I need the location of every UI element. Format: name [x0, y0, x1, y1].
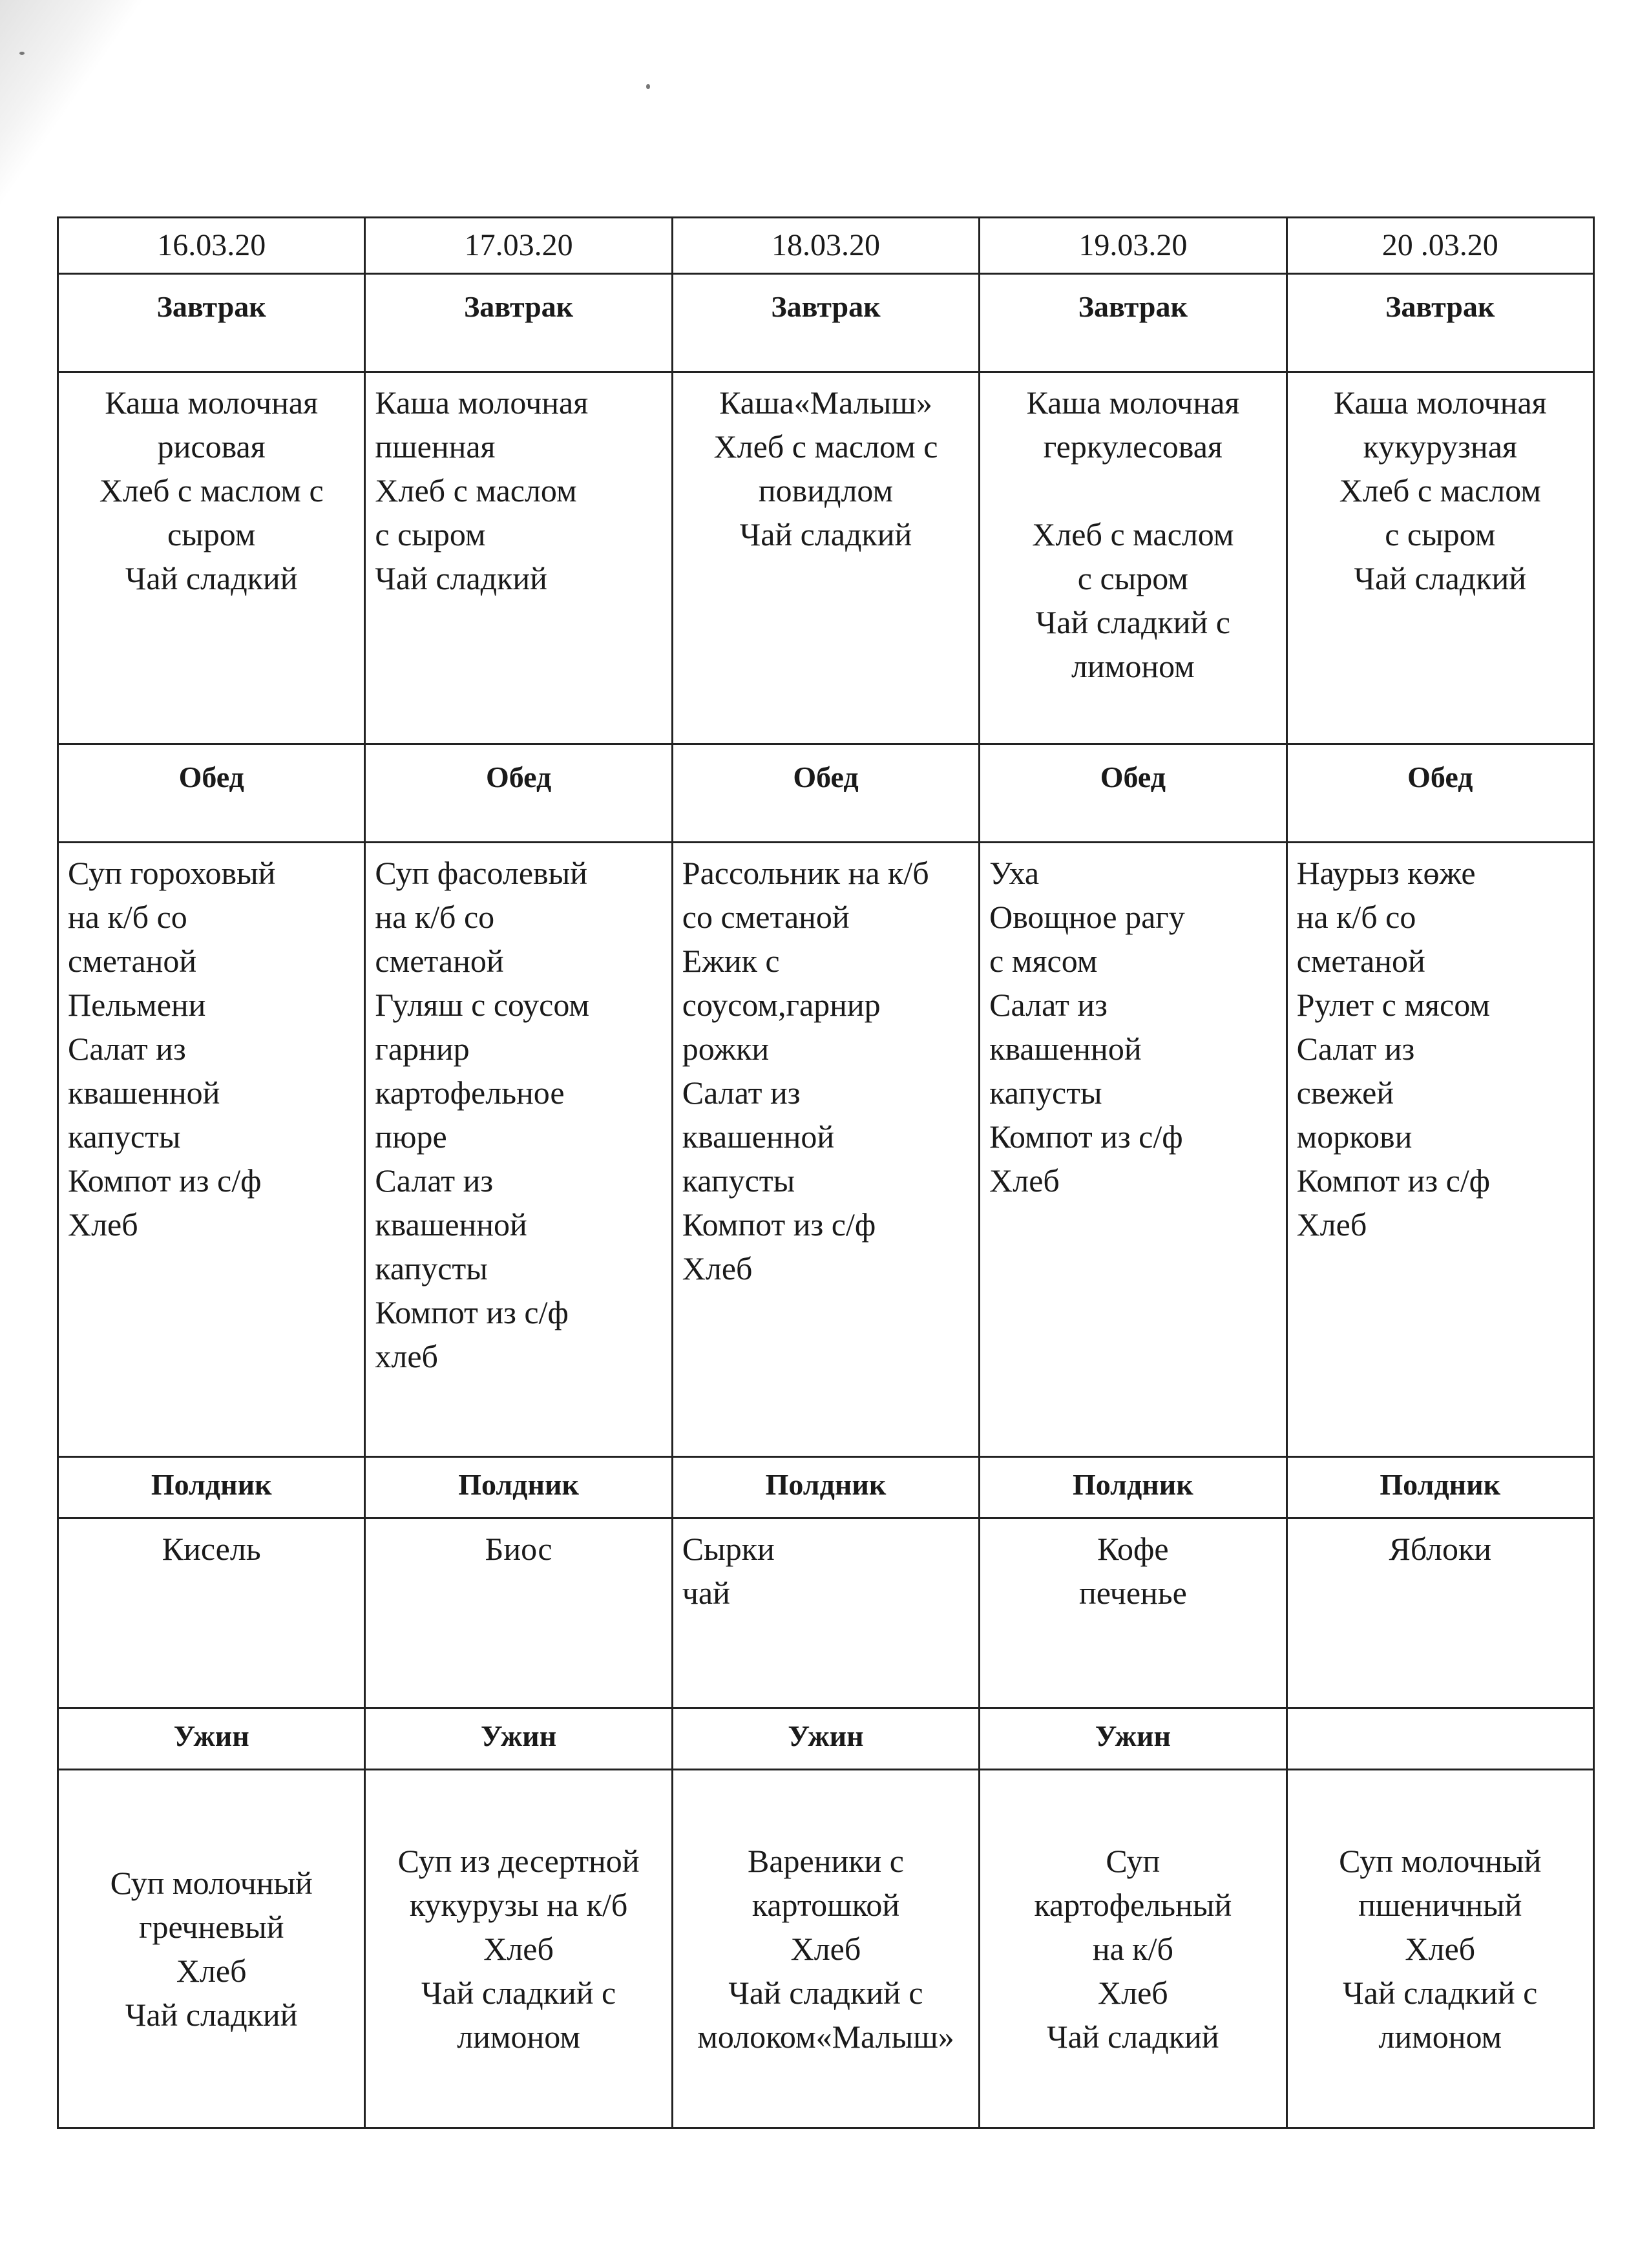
menu-item: квашенной [682, 1118, 835, 1155]
date-cell: 20 .03.20 [1287, 218, 1593, 274]
menu-item: моркови [1296, 1118, 1413, 1155]
menu-item: Кисель [162, 1531, 261, 1568]
menu-item: Каша«Малыш» [719, 384, 932, 421]
breakfast-menu-cell [672, 372, 979, 744]
menu-item: свежей [1296, 1074, 1394, 1111]
snack-header-cell: Полдник [365, 1457, 672, 1518]
breakfast-menu-row [58, 372, 1594, 744]
lunch-header-cell: Обед [980, 744, 1287, 842]
menu-item: Хлеб с маслом с [713, 428, 938, 465]
weekly-menu-table [57, 216, 1595, 2129]
menu-item: рисовая [157, 428, 266, 465]
menu-item: пюре [375, 1118, 447, 1155]
breakfast-header-row [58, 273, 1594, 372]
snack-menu-cell [58, 1518, 365, 1708]
breakfast-header-cell: Завтрак [980, 273, 1287, 372]
menu-item: Суп гороховый [68, 854, 276, 891]
snack-header-cell: Полдник [672, 1457, 979, 1518]
menu-item: Хлеб [1098, 1975, 1168, 2011]
dinner-header-cell: Ужин [58, 1708, 365, 1770]
menu-item: Чай сладкий [1047, 2019, 1219, 2055]
menu-item: Хлеб [68, 1206, 138, 1243]
menu-item: кукурузная [1363, 428, 1517, 465]
menu-item: Компот из с/ф [375, 1294, 569, 1330]
menu-item: Ежик с [682, 942, 780, 979]
snack-menu-cell [672, 1518, 979, 1708]
menu-item: Чай сладкий [125, 1997, 298, 2033]
menu-item: Хлеб [989, 1162, 1060, 1199]
menu-item: Хлеб [1296, 1206, 1367, 1243]
menu-item: Каша молочная [105, 384, 319, 421]
menu-item: Компот из с/ф [68, 1162, 262, 1199]
menu-item: геркулесовая [1043, 428, 1223, 465]
menu-item: Рассольник на к/б [682, 854, 929, 891]
menu-item: Хлеб [790, 1931, 861, 1968]
dinner-menu-cell [58, 1770, 365, 2128]
menu-item: Салат из [989, 986, 1108, 1023]
menu-item: Салат из [682, 1074, 801, 1111]
menu-item: с сыром [1385, 516, 1496, 552]
breakfast-menu-cell [980, 372, 1287, 744]
menu-item: Хлеб [176, 1953, 247, 1990]
menu-item: картофельное [375, 1074, 565, 1111]
dinner-menu-cell [672, 1770, 979, 2128]
menu-item: молоком«Малыш» [697, 2019, 954, 2055]
menu-item: Уха [989, 854, 1040, 891]
menu-item: Салат из [375, 1162, 494, 1199]
snack-menu-row [58, 1518, 1594, 1708]
menu-item: Каша молочная [375, 384, 589, 421]
menu-item: капусты [68, 1118, 181, 1155]
lunch-menu-cell [672, 842, 979, 1456]
menu-item: Биос [485, 1531, 552, 1568]
date-row [58, 218, 1594, 274]
date-cell: 18.03.20 [672, 218, 979, 274]
menu-item: рожки [682, 1030, 770, 1067]
menu-item: гарнир [375, 1030, 470, 1067]
menu-item: со сметаной [682, 898, 850, 935]
menu-item: повидлом [758, 472, 894, 509]
date-cell: 16.03.20 [58, 218, 365, 274]
menu-item: Хлеб [1405, 1931, 1476, 1968]
menu-item: квашенной [375, 1206, 527, 1243]
dinner-header-cell [1287, 1708, 1593, 1770]
menu-item: Чай сладкий с [421, 1975, 616, 2011]
dinner-header-cell: Ужин [980, 1708, 1287, 1770]
lunch-header-cell: Обед [672, 744, 979, 842]
menu-item: квашенной [989, 1030, 1142, 1067]
snack-menu-cell [980, 1518, 1287, 1708]
menu-item: Суп из десертной [397, 1843, 640, 1880]
menu-item: Суп фасолевый [375, 854, 587, 891]
menu-item: Чай сладкий с [1343, 1975, 1538, 2011]
lunch-menu-cell [365, 842, 672, 1456]
snack-header-row [58, 1457, 1594, 1518]
menu-item: Гуляш с соусом [375, 986, 590, 1023]
menu-item: пшеничный [1358, 1887, 1522, 1924]
menu-item: капусты [375, 1250, 488, 1286]
menu-item: Каша молочная [1333, 384, 1547, 421]
menu-item: на к/б со [68, 898, 187, 935]
menu-item: кукурузы на к/б [409, 1887, 628, 1924]
menu-item: сметаной [68, 942, 197, 979]
dinner-header-cell: Ужин [672, 1708, 979, 1770]
menu-item: печенье [1078, 1575, 1187, 1612]
menu-item: капусты [989, 1074, 1102, 1111]
menu-item: сметаной [375, 942, 504, 979]
menu-item: Сырки [682, 1531, 775, 1568]
lunch-menu-cell [980, 842, 1287, 1456]
menu-item: Хлеб с маслом [1339, 472, 1541, 509]
lunch-menu-cell [1287, 842, 1593, 1456]
menu-item: Чай сладкий с [728, 1975, 923, 2011]
menu-item: Вареники с [747, 1843, 904, 1880]
menu-item: лимоном [457, 2019, 580, 2055]
menu-item: с мясом [989, 942, 1098, 979]
menu-item: Овощное рагу [989, 898, 1185, 935]
menu-item: Чай сладкий [375, 560, 547, 596]
scan-speck [19, 52, 25, 55]
dinner-menu-cell [365, 1770, 672, 2128]
menu-item: чай [682, 1575, 730, 1612]
breakfast-menu-cell [365, 372, 672, 744]
menu-item: пшенная [375, 428, 496, 465]
menu-item: Наурыз көже [1296, 854, 1476, 891]
menu-item: Чай сладкий [1354, 560, 1527, 596]
scan-shadow [0, 0, 194, 213]
snack-header-cell: Полдник [1287, 1457, 1593, 1518]
menu-item: Компот из с/ф [1296, 1162, 1491, 1199]
menu-item: на к/б со [375, 898, 495, 935]
menu-item: соусом,гарнир [682, 986, 881, 1023]
breakfast-header-cell: Завтрак [1287, 273, 1593, 372]
menu-item: Кофе [1097, 1531, 1169, 1568]
menu-item: лимоном [1378, 2019, 1502, 2055]
menu-item: Компот из с/ф [989, 1118, 1183, 1155]
lunch-header-row [58, 744, 1594, 842]
menu-item: Хлеб [682, 1250, 753, 1286]
menu-item: Хлеб с маслом [375, 472, 577, 509]
menu-item: Хлеб с маслом с [99, 472, 324, 509]
lunch-header-cell: Обед [58, 744, 365, 842]
breakfast-menu-cell [58, 372, 365, 744]
lunch-header-cell: Обед [365, 744, 672, 842]
menu-item: Салат из [68, 1030, 186, 1067]
menu-item: картошкой [751, 1887, 900, 1924]
lunch-menu-row [58, 842, 1594, 1456]
menu-item: Хлеб с маслом [1032, 516, 1234, 552]
snack-menu-cell [365, 1518, 672, 1708]
lunch-menu-cell [58, 842, 365, 1456]
menu-item: сыром [167, 516, 256, 552]
menu-item: на к/б [1092, 1931, 1173, 1968]
snack-header-cell: Полдник [980, 1457, 1287, 1518]
menu-item: Рулет с мясом [1296, 986, 1490, 1023]
menu-item: Пельмени [68, 986, 206, 1023]
scan-speck [646, 84, 650, 89]
menu-item: Суп молочный [110, 1865, 313, 1902]
dinner-menu-cell [980, 1770, 1287, 2128]
snack-header-cell: Полдник [58, 1457, 365, 1518]
dinner-header-row [58, 1708, 1594, 1770]
menu-item: Чай сладкий [739, 516, 912, 552]
menu-item: Компот из с/ф [682, 1206, 876, 1243]
breakfast-menu-cell [1287, 372, 1593, 744]
menu-item: Салат из [1296, 1030, 1415, 1067]
lunch-header-cell: Обед [1287, 744, 1593, 842]
menu-item: гречневый [138, 1909, 284, 1946]
dinner-menu-cell [1287, 1770, 1593, 2128]
menu-item: Яблоки [1389, 1531, 1492, 1568]
menu-item: Суп [1106, 1843, 1161, 1880]
menu-item: картофельный [1034, 1887, 1232, 1924]
menu-item: сметаной [1296, 942, 1425, 979]
menu-item: квашенной [68, 1074, 220, 1111]
dinner-menu-row [58, 1770, 1594, 2128]
breakfast-header-cell: Завтрак [58, 273, 365, 372]
date-cell: 17.03.20 [365, 218, 672, 274]
menu-item: с сыром [1077, 560, 1188, 596]
menu-item [989, 468, 1276, 512]
dinner-header-cell: Ужин [365, 1708, 672, 1770]
snack-menu-cell [1287, 1518, 1593, 1708]
menu-item: Каша молочная [1026, 384, 1240, 421]
menu-item: капусты [682, 1162, 795, 1199]
breakfast-header-cell: Завтрак [365, 273, 672, 372]
menu-item: Чай сладкий [125, 560, 298, 596]
menu-item: хлеб [375, 1338, 438, 1374]
menu-item: Суп молочный [1339, 1843, 1542, 1880]
breakfast-header-cell: Завтрак [672, 273, 979, 372]
menu-item: Чай сладкий с [1035, 604, 1230, 640]
date-cell: 19.03.20 [980, 218, 1287, 274]
menu-item: лимоном [1071, 647, 1195, 684]
menu-item: Хлеб [483, 1931, 554, 1968]
menu-item: на к/б со [1296, 898, 1416, 935]
menu-item: с сыром [375, 516, 486, 552]
